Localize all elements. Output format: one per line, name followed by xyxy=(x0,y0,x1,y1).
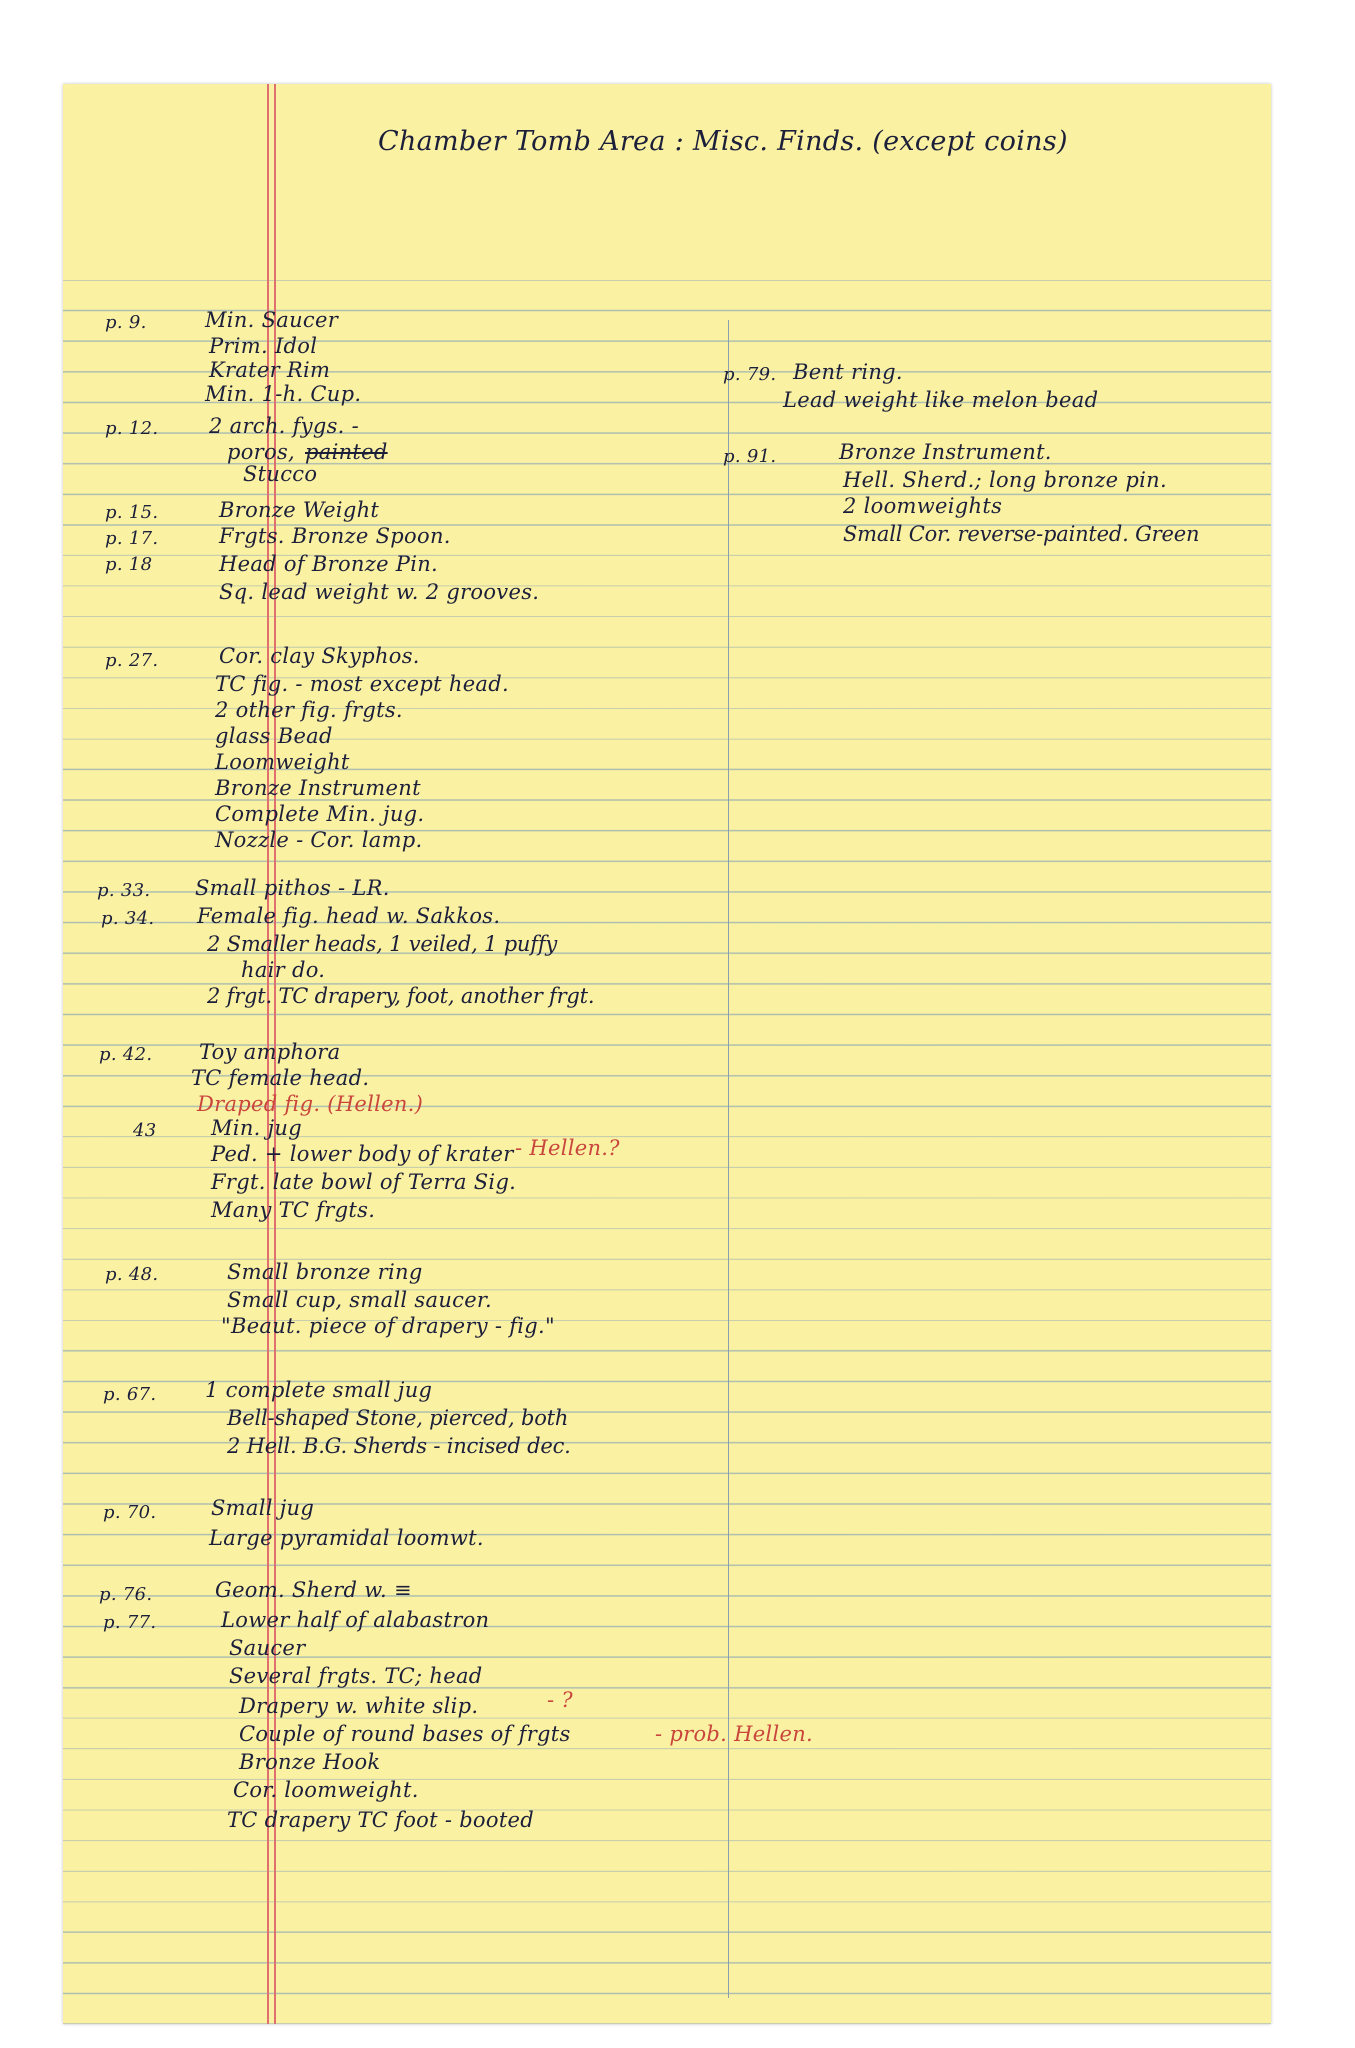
entry-line: Ped. + lower body of krater xyxy=(211,1142,514,1166)
entry-line: hair do. xyxy=(241,958,326,982)
page-ref-15: p. 15. xyxy=(105,502,159,523)
entry-line: Small bronze ring xyxy=(227,1260,423,1284)
entry-line: "Beaut. piece of drapery - fig." xyxy=(221,1314,555,1338)
entry-line: 2 frgt. TC drapery, foot, another frgt. xyxy=(207,984,595,1008)
entry-line: Prim. Idol xyxy=(209,334,318,358)
entry-line: Small jug xyxy=(211,1496,315,1520)
red-annotation: - prob. Hellen. xyxy=(655,1722,813,1746)
entry-line: 1 complete small jug xyxy=(205,1378,433,1402)
entry-line: 2 loomweights xyxy=(843,494,1003,518)
page-ref-9: p. 9. xyxy=(105,312,147,333)
entry-line: poros, xyxy=(227,440,296,464)
page-ref-77: p. 77. xyxy=(103,1612,157,1633)
entry-line: Min. Saucer xyxy=(205,308,339,332)
entry-line: Bent ring. xyxy=(793,360,903,384)
entry-line: Hell. Sherd.; long bronze pin. xyxy=(843,468,1167,492)
entry-line: Small pithos - LR. xyxy=(195,876,390,900)
entry-line: Small cup, small saucer. xyxy=(227,1288,492,1312)
legal-pad-sheet xyxy=(63,84,1271,2024)
column-divider xyxy=(728,320,729,1998)
entry-line: TC fig. - most except head. xyxy=(215,672,509,696)
red-annotation: Draped fig. (Hellen.) xyxy=(197,1092,424,1116)
struck-word: painted xyxy=(305,440,388,464)
entry-line: Cor. loomweight. xyxy=(233,1778,419,1802)
entry-line: Bell-shaped Stone, pierced, both xyxy=(227,1406,569,1430)
red-annotation: - ? xyxy=(547,1688,573,1712)
entry-line: Loomweight xyxy=(215,750,350,774)
page-ref-27: p. 27. xyxy=(105,650,159,671)
page-ref-67: p. 67. xyxy=(103,1384,157,1405)
entry-line: Saucer xyxy=(229,1636,306,1660)
entry-line: Bronze Instrument. xyxy=(839,440,1052,464)
entry-line: Bronze Weight xyxy=(219,498,380,522)
entry-line: Nozzle - Cor. lamp. xyxy=(215,828,423,852)
entry-line: 2 arch. fygs. - xyxy=(209,414,360,438)
entry-line: Several frgts. TC; head xyxy=(229,1664,483,1688)
red-annotation: - Hellen.? xyxy=(515,1136,620,1160)
page-ref-43: 43 xyxy=(133,1120,157,1141)
entry-line: Stucco xyxy=(243,462,318,486)
page-ref-33: p. 33. xyxy=(97,880,151,901)
entry-line: Couple of round bases of frgts xyxy=(239,1722,571,1746)
entry-line: Female fig. head w. Sakkos. xyxy=(197,904,501,928)
entry-line: Drapery w. white slip. xyxy=(239,1694,479,1718)
page-ref-76: p. 76. xyxy=(99,1584,153,1605)
page-ref-91: p. 91. xyxy=(723,446,777,467)
entry-line: Cor. clay Skyphos. xyxy=(219,644,420,668)
entry-line: Min. jug xyxy=(211,1116,302,1140)
entry-line: TC drapery TC foot - booted xyxy=(227,1808,535,1832)
page-ref-12: p. 12. xyxy=(105,418,159,439)
page-ref-79: p. 79. xyxy=(723,364,777,385)
entry-line: Many TC frgts. xyxy=(211,1198,376,1222)
entry-line: Krater Rim xyxy=(209,358,331,382)
entry-line: Geom. Sherd w. ≡ xyxy=(215,1578,412,1602)
entry-line: 2 other fig. frgts. xyxy=(215,698,403,722)
entry-line: Sq. lead weight w. 2 grooves. xyxy=(219,580,540,604)
entry-line: Complete Min. jug. xyxy=(215,802,425,826)
page-ref-48: p. 48. xyxy=(105,1264,159,1285)
entry-line: 2 Smaller heads, 1 veiled, 1 puffy xyxy=(207,932,558,956)
page-ref-42: p. 42. xyxy=(99,1044,153,1065)
entry-line: 2 Hell. B.G. Sherds - incised dec. xyxy=(227,1434,571,1458)
entry-line: Small Cor. reverse-painted. Green xyxy=(843,522,1200,546)
page-ref-17: p. 17. xyxy=(105,528,159,549)
page-ref-70: p. 70. xyxy=(103,1502,157,1523)
entry-line: Bronze Instrument xyxy=(215,776,421,800)
entry-line: glass Bead xyxy=(215,724,333,748)
header-band xyxy=(63,84,1271,280)
page-title: Chamber Tomb Area : Misc. Finds. (except coins) xyxy=(378,126,1068,157)
entry-line: Head of Bronze Pin. xyxy=(219,552,439,576)
entry-line: Large pyramidal loomwt. xyxy=(209,1526,484,1550)
entry-line: Frgts. Bronze Spoon. xyxy=(219,524,451,548)
entry-line: Toy amphora xyxy=(199,1040,341,1064)
entry-line: Min. 1-h. Cup. xyxy=(205,382,362,406)
page-ref-18: p. 18 xyxy=(105,554,153,575)
page-ref-34: p. 34. xyxy=(101,908,155,929)
entry-line: TC female head. xyxy=(191,1066,370,1090)
entry-line: Lower half of alabastron xyxy=(221,1608,490,1632)
entry-line: Bronze Hook xyxy=(239,1750,381,1774)
entry-line: Frgt. late bowl of Terra Sig. xyxy=(211,1170,517,1194)
entry-line: Lead weight like melon bead xyxy=(783,388,1099,412)
